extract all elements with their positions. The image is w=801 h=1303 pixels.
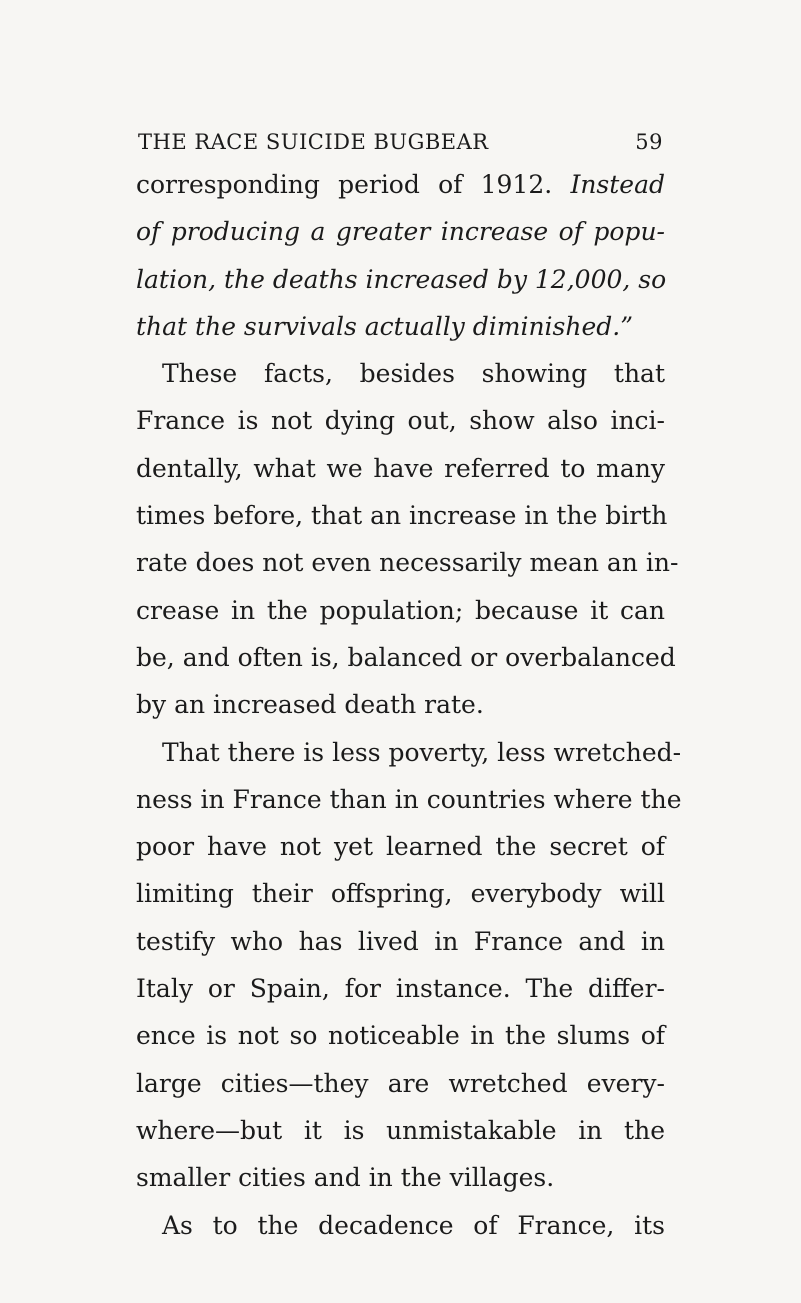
text-line [136,303,665,350]
text-line [136,1154,665,1201]
text-run: crease in the population; because it can [136,595,665,625]
text-line [136,445,665,492]
text-line [136,776,682,823]
text-run: testify who has lived in France and in [136,926,665,956]
text-line [136,161,665,208]
text-run: of producing a greater increase of popu- [136,217,665,247]
body-text [136,161,682,1249]
text-line [136,539,679,586]
running-head-title: THE RACE SUICIDE BUGBEAR [138,130,489,154]
text-line [136,965,665,1012]
text-line [136,1012,665,1059]
text-run: that the survivals actually diminished.” [136,311,634,341]
text-line [136,1060,665,1107]
text-run: by an increased death rate. [136,690,484,720]
text-run: That there is less poverty, less wretched- [162,737,682,767]
text-run: ence is not so noticeable in the slums of [136,1021,665,1051]
text-run: limiting their offspring, everybody will [136,879,665,909]
text-run: where—but it is unmistakable in the [136,1115,665,1145]
text-run: times before, that an increase in the birth [136,501,668,531]
text-run: smaller cities and in the villages. [136,1163,555,1193]
text-run: be, and often is, balanced or overbalanced [136,642,676,672]
text-line [136,397,665,444]
text-run: These facts, besides showing that [162,359,665,389]
text-run: As to the decadence of France, its [162,1210,665,1240]
text-line [136,918,665,965]
text-line [136,587,665,634]
text-line [136,1107,665,1154]
text-run: poor have not yet learned the secret of [136,832,665,862]
text-line [136,729,682,776]
text-line [136,870,665,917]
text-line [136,1202,665,1249]
text-run: Italy or Spain, for instance. The differ- [136,974,665,1004]
text-line [136,350,665,397]
text-run: dentally, what we have referred to many [136,453,665,483]
text-run: Instead [570,170,665,199]
page-number: 59 [635,130,663,154]
text-line [136,823,665,870]
running-head [138,128,663,156]
text-line [136,208,665,255]
text-run: corresponding period of 1912. [136,170,571,199]
text-line [136,681,665,728]
text-run: large cities—they are wretched every- [136,1068,665,1098]
text-line [136,492,668,539]
text-run: rate does not even necessarily mean an in- [136,548,679,578]
text-run: France is not dying out, show also inci- [136,406,665,436]
text-line [136,256,665,303]
text-run: lation, the deaths increased by 12,000, so [136,264,667,294]
text-line [136,634,676,681]
text-run: ness in France than in countries where the [136,784,682,814]
